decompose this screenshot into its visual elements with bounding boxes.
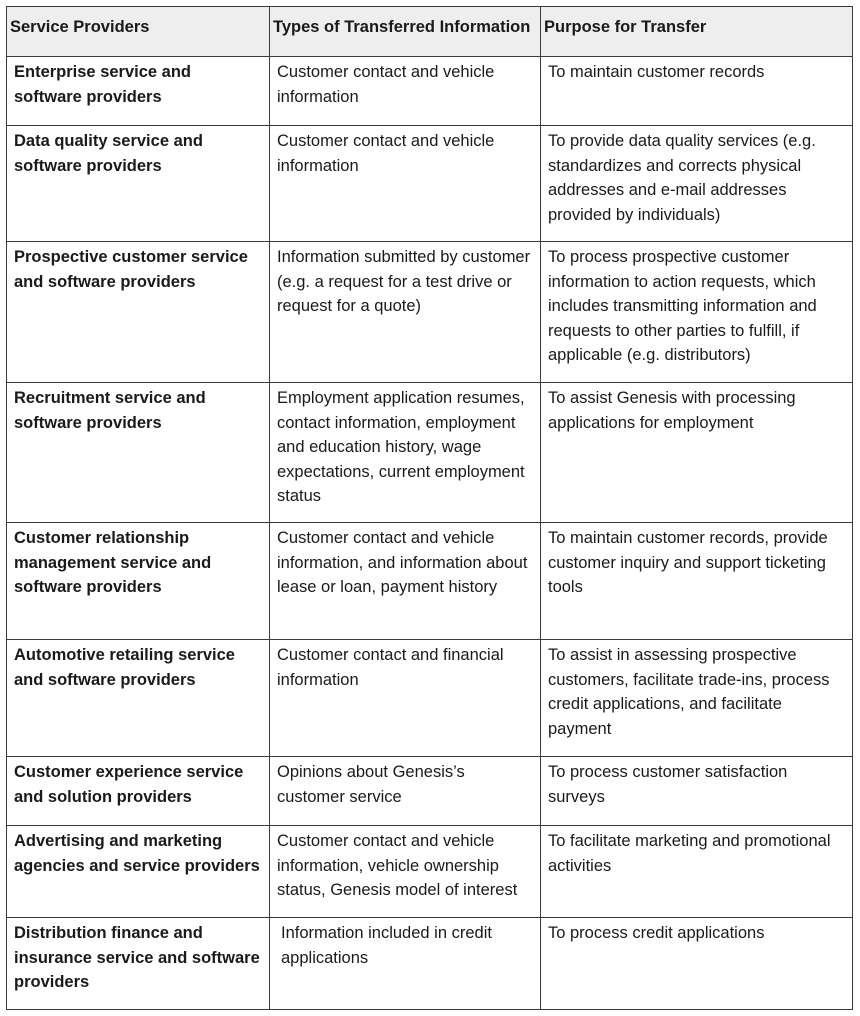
service-providers-table xyxy=(6,6,853,1010)
provider-cell: Prospective customer service and software providers xyxy=(7,242,270,383)
table-row xyxy=(7,57,853,126)
provider-cell: Automotive retailing service and software providers xyxy=(7,640,270,757)
table-row xyxy=(7,640,853,757)
purpose-cell: To facilitate marketing and promotional activities xyxy=(541,826,853,918)
purpose-cell: To maintain customer records xyxy=(541,57,853,126)
purpose-cell: To assist Genesis with processing applications for employment xyxy=(541,383,853,523)
table-row xyxy=(7,126,853,242)
provider-cell: Advertising and marketing agencies and service providers xyxy=(7,826,270,918)
table-row xyxy=(7,242,853,383)
info-cell: Customer contact and vehicle information xyxy=(270,126,541,242)
purpose-cell: To process credit applications xyxy=(541,918,853,1010)
document-page xyxy=(6,6,853,1010)
table-body xyxy=(7,57,853,1010)
purpose-cell: To provide data quality services (e.g. standardizes and corrects physical addresses and e-mail addresses provided by individuals) xyxy=(541,126,853,242)
table-row xyxy=(7,523,853,640)
table-header xyxy=(7,7,853,57)
info-cell: Customer contact and vehicle information xyxy=(270,57,541,126)
provider-cell: Customer relationship management service and software providers xyxy=(7,523,270,640)
header-row xyxy=(7,7,853,57)
purpose-cell: To process customer satisfaction surveys xyxy=(541,757,853,826)
info-cell: Opinions about Genesis’s customer service xyxy=(270,757,541,826)
purpose-cell: To maintain customer records, provide customer inquiry and support ticketing tools xyxy=(541,523,853,640)
header-service-providers: Service Providers xyxy=(7,7,270,57)
info-cell: Employment application resumes, contact information, employment and education history, wage expectations, current employment status xyxy=(270,383,541,523)
info-cell: Customer contact and financial information xyxy=(270,640,541,757)
provider-cell: Enterprise service and software providers xyxy=(7,57,270,126)
purpose-cell: To process prospective customer information to action requests, which includes transmitting information and requests to other parties to fulfill, if applicable (e.g. distributors) xyxy=(541,242,853,383)
header-purpose-for-transfer: Purpose for Transfer xyxy=(541,7,853,57)
info-cell: Information included in credit applications xyxy=(270,918,541,1010)
provider-cell: Customer experience service and solution providers xyxy=(7,757,270,826)
table-row xyxy=(7,383,853,523)
table-row xyxy=(7,826,853,918)
provider-cell: Recruitment service and software providers xyxy=(7,383,270,523)
purpose-cell: To assist in assessing prospective customers, facilitate trade-ins, process credit applications, and facilitate payment xyxy=(541,640,853,757)
info-cell: Customer contact and vehicle information, and information about lease or loan, payment history xyxy=(270,523,541,640)
provider-cell: Distribution finance and insurance service and software providers xyxy=(7,918,270,1010)
provider-cell: Data quality service and software providers xyxy=(7,126,270,242)
info-cell: Customer contact and vehicle information, vehicle ownership status, Genesis model of interest xyxy=(270,826,541,918)
info-cell: Information submitted by customer (e.g. a request for a test drive or request for a quote) xyxy=(270,242,541,383)
header-types-of-information: Types of Transferred Information xyxy=(270,7,541,57)
table-row xyxy=(7,918,853,1010)
table-row xyxy=(7,757,853,826)
